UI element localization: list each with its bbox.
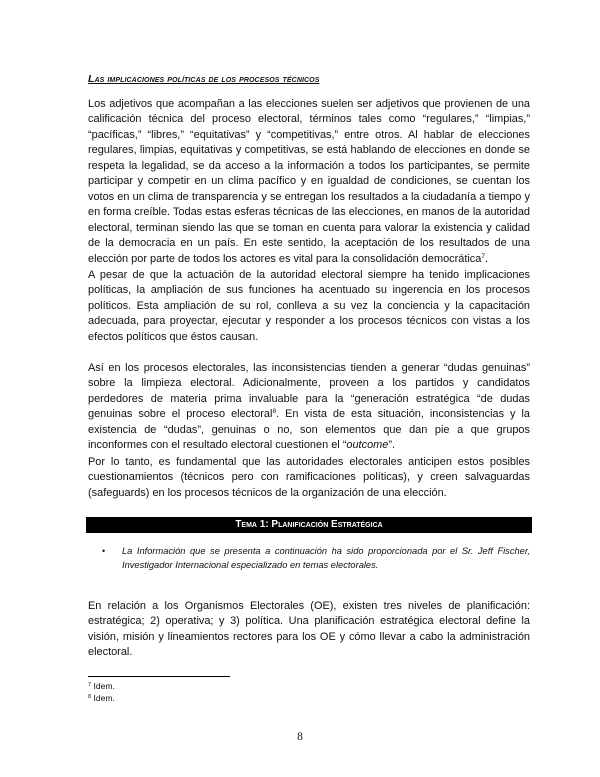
paragraph-5: En relación a los Organismos Electorales (OE), existen tres niveles de planificación: estratégica; 2) operativa; y 3) política. Una planificación estratégica electoral define la visión, misión y lineamientos rectores para los OE y cómo llevar a cabo la administración electoral. xyxy=(88,600,530,659)
paragraph-2: A pesar de que la actuación de la autoridad electoral siempre ha tenido implicaciones políticas, la ampliación de sus funciones ha acentuado su ingerencia en los procesos políticos. Esta ampliación de su rol, conlleva a su vez la conciencia y la capacitación adecuada, para proyectar, ejecutar y responder a los procesos técnicos con vistas a los efectos políticos que éstos causan. xyxy=(88,269,530,343)
section-heading: Las implicaciones políticas de los procesos técnicos xyxy=(88,74,320,85)
footnote-8 xyxy=(88,693,115,703)
paragraph-1-text: Los adjetivos que acompañan a las elecciones suelen ser adjetivos que provienen de una calificación técnica del proceso electoral, términos tales como “regulares,” “limpias,” “pacíficas,” “libres,” “equitativas” y “competitivas,” entre otros. Al hablar de elecciones regulares, limpias, equitativas y competitivas, se está hablando de elecciones en donde se respeta la legalidad, se da acceso a la información a todos los participantes, se permite participar y competir en un clima pacífico y en igualdad de condiciones, se cuentan los votos en un clima de transparencia y se entregan los resultados a la ciudadanía a tiempo y en forma creíble. Todas estas esferas técnicas de las elecciones, en manos de la autoridad electoral, terminan siendo las que se toman en cuenta para valorar la existencia y calidad de la democracia en un país. En este sentido, la aceptación de los resultados de una elección por parte de todos los actores es vital para la consolidación democrática xyxy=(88,98,530,265)
footnote-7-text: Idem. xyxy=(93,681,115,691)
bullet-note xyxy=(104,545,530,572)
paragraph-3-text-b: . En vista de esta situación, inconsistencias y la existencia de “dudas”, genuinas o no, son elementos que dan pie a que grupos inconformes con el resultado electoral cuestionen el “ xyxy=(88,408,530,452)
footnote-divider xyxy=(88,676,230,677)
paragraph-1 xyxy=(88,97,530,267)
footnote-ref-8[interactable]: 8 xyxy=(272,408,277,416)
page-number: 8 xyxy=(297,731,303,743)
paragraph-3-italic-word: outcome xyxy=(346,439,389,452)
paragraph-3-text-a: Así en los procesos electorales, las inconsistencias tienden a generar “dudas genuinas” sobre la limpieza electoral. Adicionalmente, proveen a los partidos y candidatos perdedores de materia prima invaluable para la “generación estratégica “de dudas genuinas sobre el proceso electoral xyxy=(88,362,530,421)
bullet-note-text: La Información que se presenta a continuación ha sido proporcionada por el Sr. Jeff Fischer, Investigador Internacional especializado en temas electorales. xyxy=(122,546,530,570)
footnote-7-number: 7 xyxy=(88,682,92,688)
paragraph-3 xyxy=(88,361,530,454)
footnote-8-text: Idem. xyxy=(93,693,115,703)
bullet-dot-icon: • xyxy=(102,546,106,556)
paragraph-4: Por lo tanto, es fundamental que las autoridades electorales anticipen estos posibles cuestionamientos (técnicos pero con ramificaciones políticas), y creen salvaguardas (safeguards) en los procesos técnicos de la organización de una elección. xyxy=(88,456,530,499)
footnote-8-number: 8 xyxy=(88,694,92,700)
topic-banner: Tema 1: Planificación Estratégica xyxy=(86,517,532,533)
footnote-ref-7[interactable]: 7 xyxy=(481,252,485,260)
paragraph-1-end: . xyxy=(485,252,489,265)
footnote-7 xyxy=(88,681,115,691)
paragraph-3-text-c: ”. xyxy=(388,439,396,452)
